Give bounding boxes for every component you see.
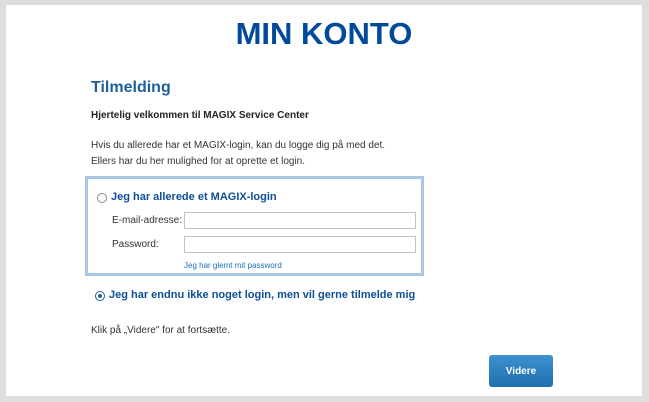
welcome-text: Hjertelig velkommen til MAGIX Service Center <box>91 110 309 121</box>
forgot-password-link[interactable]: Jeg har glemt mit password <box>184 261 282 270</box>
section-title: Tilmelding <box>91 79 171 96</box>
existing-login-box <box>85 176 424 276</box>
email-field[interactable] <box>184 212 416 229</box>
existing-login-label[interactable]: Jeg har allerede et MAGIX-login <box>111 191 277 203</box>
account-panel <box>6 5 642 396</box>
intro-text <box>91 138 385 170</box>
register-label[interactable]: Jeg har endnu ikke noget login, men vil gerne tilmelde mig <box>109 289 416 301</box>
password-field[interactable] <box>184 236 416 253</box>
register-radio[interactable] <box>95 291 105 301</box>
next-button[interactable]: Videre <box>489 355 553 387</box>
intro-line-2: Ellers har du her mulighed for at oprette et login. <box>91 156 306 167</box>
intro-line-1: Hvis du allerede har et MAGIX-login, kan du logge dig på med det. <box>91 140 386 151</box>
continue-hint: Klik på „Videre" for at fortsætte. <box>91 325 230 336</box>
existing-login-radio[interactable] <box>97 193 107 203</box>
page-title: MIN KONTO <box>235 16 413 51</box>
email-label: E-mail-adresse: <box>112 215 183 226</box>
password-label: Password: <box>112 239 159 250</box>
